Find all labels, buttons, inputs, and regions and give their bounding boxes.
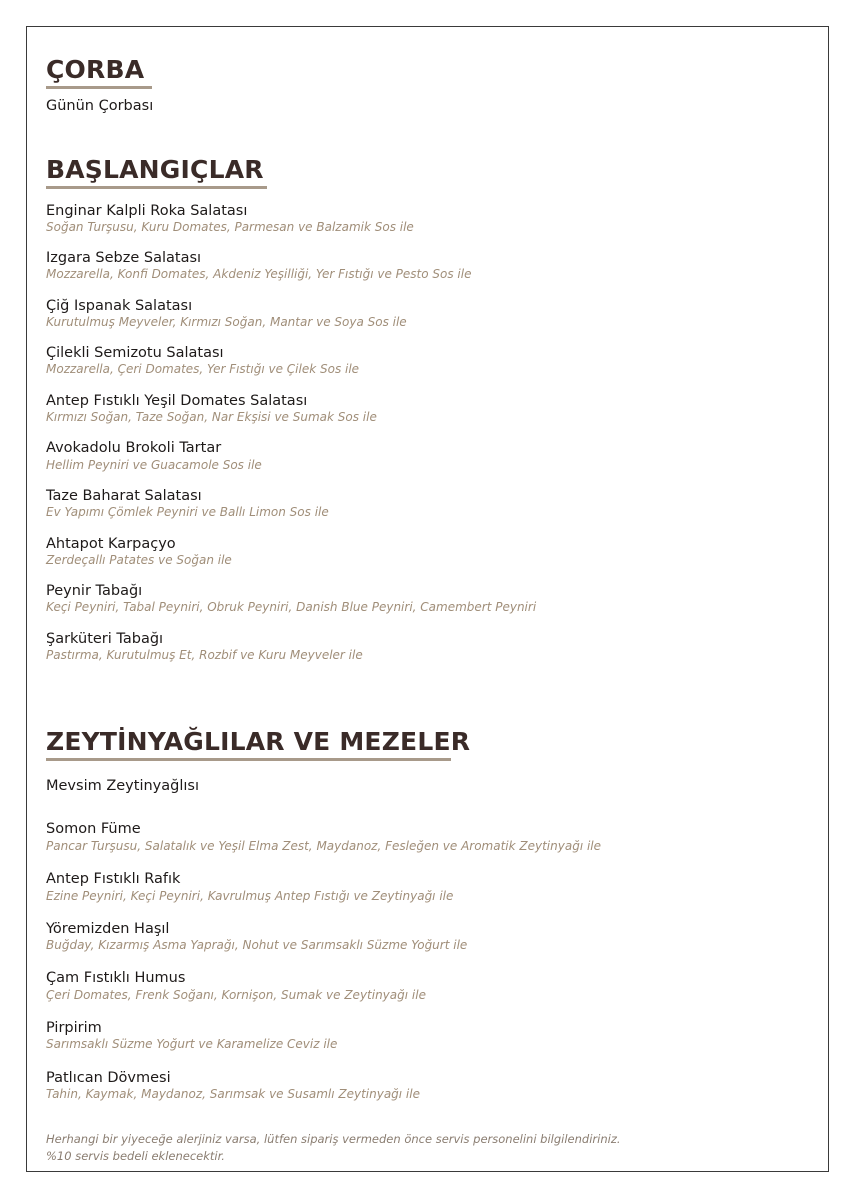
menu-item-name: Çilekli Semizotu Salatası bbox=[46, 345, 224, 361]
menu-item-name: Mevsim Zeytinyağlısı bbox=[46, 778, 199, 794]
menu-item-name: Çam Fıstıklı Humus bbox=[46, 970, 186, 986]
menu-item-name: Günün Çorbası bbox=[46, 98, 154, 114]
service-charge-note: %10 servis bedeli eklenecektir. bbox=[46, 1149, 225, 1163]
menu-item-name: Izgara Sebze Salatası bbox=[46, 250, 202, 266]
menu-item-desc: Tahin, Kaymak, Maydanoz, Sarımsak ve Susamlı Zeytinyağı ile bbox=[46, 1087, 420, 1101]
section-underline-corba bbox=[46, 86, 152, 89]
menu-item-desc: Mozzarella, Çeri Domates, Yer Fıstığı ve Çilek Sos ile bbox=[46, 362, 360, 376]
allergy-note: Herhangi bir yiyeceğe alerjiniz varsa, lütfen sipariş vermeden önce servis personelini bilgilendiriniz. bbox=[46, 1132, 621, 1146]
menu-item-name: Enginar Kalpli Roka Salatası bbox=[46, 203, 248, 219]
menu-item-desc: Ev Yapımı Çömlek Peyniri ve Ballı Limon Sos ile bbox=[46, 505, 329, 519]
menu-item-desc: Mozzarella, Konfi Domates, Akdeniz Yeşilliği, Yer Fıstığı ve Pesto Sos ile bbox=[46, 267, 472, 281]
menu-item-desc: Buğday, Kızarmış Asma Yaprağı, Nohut ve Sarımsaklı Süzme Yoğurt ile bbox=[46, 938, 468, 952]
menu-item-desc: Pancar Turşusu, Salatalık ve Yeşil Elma Zest, Maydanoz, Fesleğen ve Aromatik Zeytinyağı ile bbox=[46, 839, 602, 853]
menu-item-name: Antep Fıstıklı Yeşil Domates Salatası bbox=[46, 393, 308, 409]
menu-item-desc: Çeri Domates, Frenk Soğanı, Kornişon, Sumak ve Zeytinyağı ile bbox=[46, 988, 426, 1002]
menu-item-name: Pirpirim bbox=[46, 1020, 102, 1036]
section-underline-zeytinyaglilar bbox=[46, 758, 451, 761]
menu-item-name: Patlıcan Dövmesi bbox=[46, 1070, 171, 1086]
menu-item-desc: Hellim Peyniri ve Guacamole Sos ile bbox=[46, 458, 262, 472]
section-title-zeytinyaglilar: ZEYTİNYAĞLILAR VE MEZELER bbox=[46, 727, 471, 756]
menu-item-name: Yöremizden Haşıl bbox=[46, 921, 170, 937]
section-title-baslangiclar: BAŞLANGIÇLAR bbox=[46, 155, 264, 184]
menu-item-name: Çiğ Ispanak Salatası bbox=[46, 298, 193, 314]
menu-item-desc: Pastırma, Kurutulmuş Et, Rozbif ve Kuru Meyveler ile bbox=[46, 648, 363, 662]
menu-item-name: Taze Baharat Salatası bbox=[46, 488, 202, 504]
menu-item-name: Peynir Tabağı bbox=[46, 583, 143, 599]
menu-item-desc: Keçi Peyniri, Tabal Peyniri, Obruk Peyniri, Danish Blue Peyniri, Camembert Peyniri bbox=[46, 600, 537, 614]
menu-item-desc: Soğan Turşusu, Kuru Domates, Parmesan ve Balzamik Sos ile bbox=[46, 220, 414, 234]
menu-item-name: Ahtapot Karpaçyo bbox=[46, 536, 176, 552]
menu-item-desc: Kırmızı Soğan, Taze Soğan, Nar Ekşisi ve Sumak Sos ile bbox=[46, 410, 377, 424]
menu-item-name: Şarküteri Tabağı bbox=[46, 631, 164, 647]
menu-item-name: Avokadolu Brokoli Tartar bbox=[46, 440, 222, 456]
menu-item-desc: Zerdeçallı Patates ve Soğan ile bbox=[46, 553, 232, 567]
section-underline-baslangiclar bbox=[46, 186, 267, 189]
menu-item-desc: Sarımsaklı Süzme Yoğurt ve Karamelize Ceviz ile bbox=[46, 1037, 338, 1051]
menu-item-desc: Ezine Peyniri, Keçi Peyniri, Kavrulmuş Antep Fıstığı ve Zeytinyağı ile bbox=[46, 889, 454, 903]
menu-item-name: Somon Füme bbox=[46, 821, 141, 837]
menu-item-desc: Kurutulmuş Meyveler, Kırmızı Soğan, Mantar ve Soya Sos ile bbox=[46, 315, 407, 329]
menu-item-name: Antep Fıstıklı Rafık bbox=[46, 871, 181, 887]
section-title-corba: ÇORBA bbox=[46, 55, 145, 84]
